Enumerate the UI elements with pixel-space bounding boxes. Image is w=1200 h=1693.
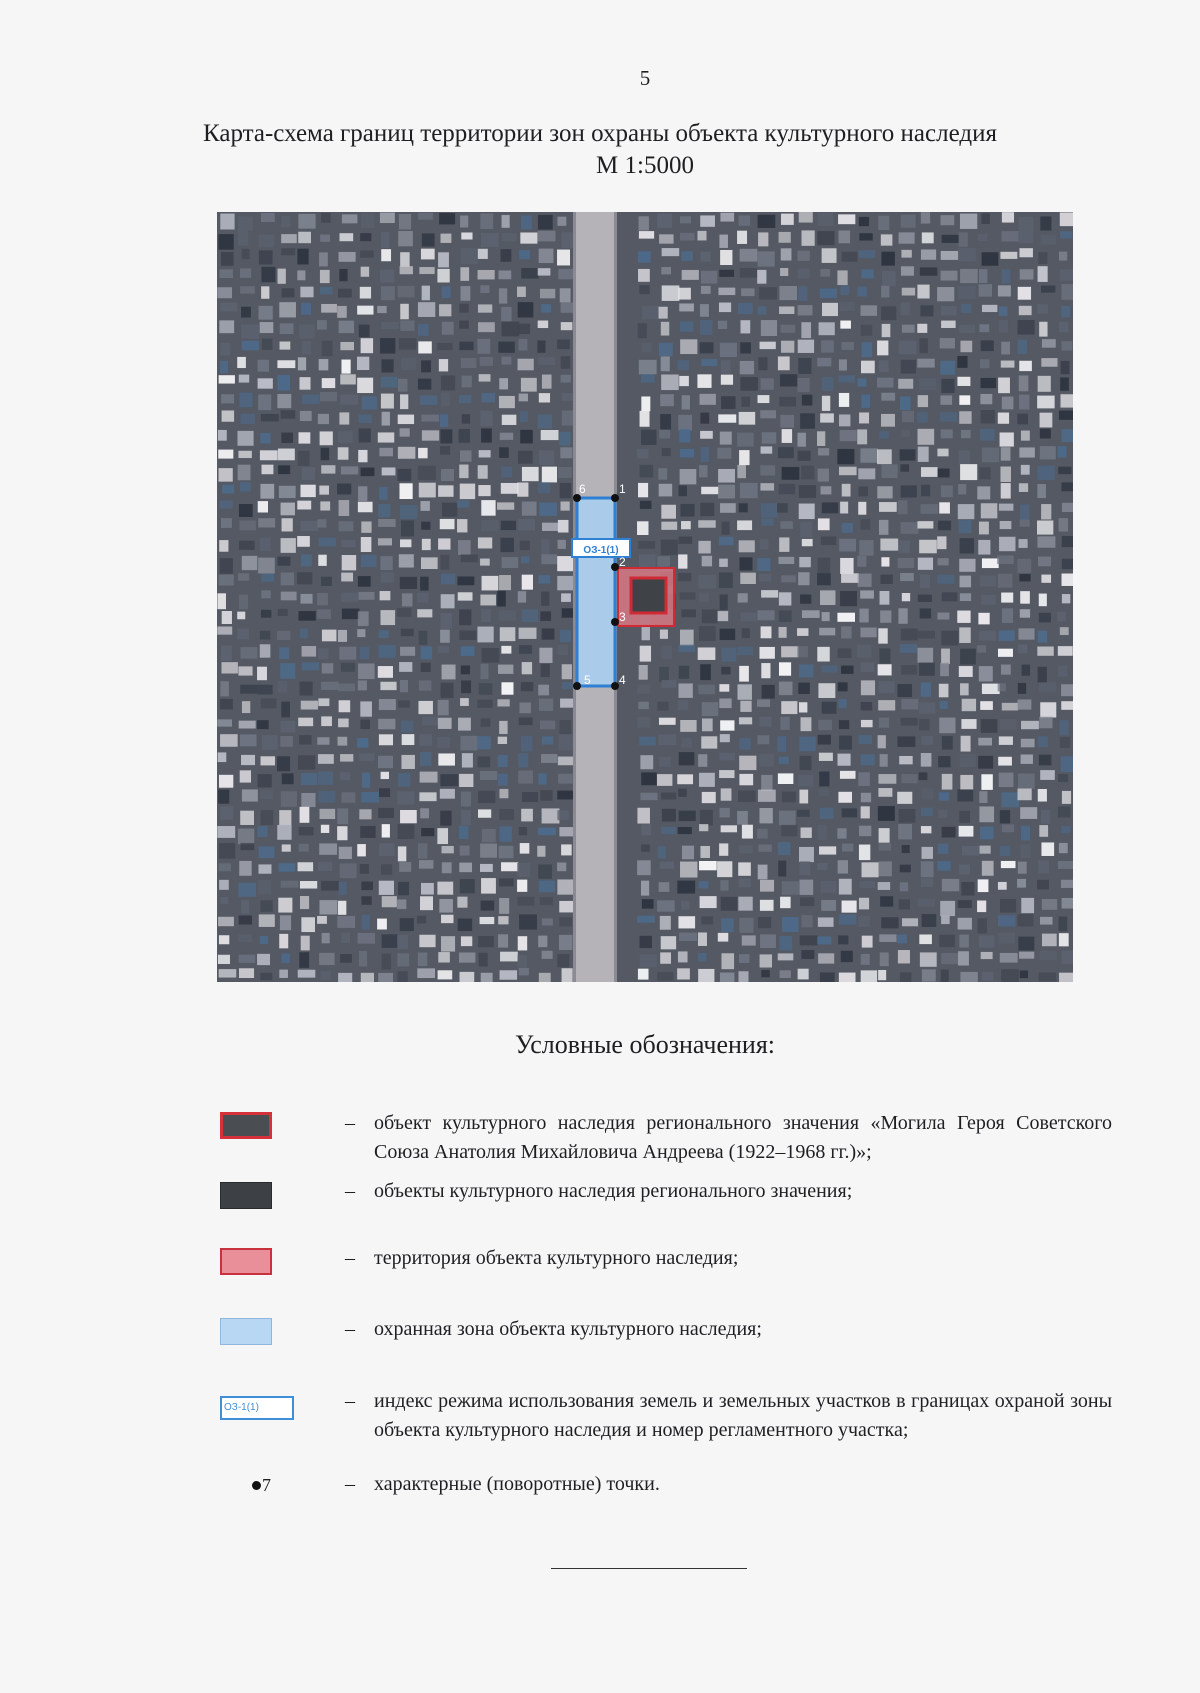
map-title	[0, 118, 1200, 182]
zone-index-text: ОЗ-1(1)	[583, 545, 619, 556]
legend-title: Условные обозначения:	[514, 1030, 776, 1059]
legend-dash: –	[345, 1390, 355, 1412]
protection-zone	[577, 498, 615, 686]
legend-dash: –	[345, 1473, 355, 1495]
footer-line	[551, 1568, 747, 1569]
map-scale: М 1:5000	[596, 152, 694, 179]
turning-point-label-4: 4	[619, 673, 626, 687]
satellite-map	[217, 212, 1073, 982]
index-icon: ОЗ-1(1)	[220, 1396, 294, 1420]
map-title-text: Карта-схема границ территории зон охраны объекта культурного наследия	[203, 120, 997, 147]
legend-text-objects: объекты культурного наследия регионального значения;	[374, 1180, 853, 1202]
legend-dash: –	[345, 1318, 355, 1340]
legend-text-point: характерные (поворотные) точки.	[374, 1473, 660, 1495]
objects-icon	[220, 1182, 272, 1209]
turning-point-label-2: 2	[619, 555, 626, 569]
legend-text-zone: охранная зона объекта культурного наследия;	[374, 1318, 762, 1340]
turning-point-label-5: 5	[584, 673, 591, 687]
object-icon	[220, 1112, 272, 1139]
point-dot-icon	[252, 1481, 261, 1490]
turning-point-5	[573, 682, 581, 690]
territory-icon	[220, 1248, 272, 1275]
heritage-object	[631, 578, 666, 613]
turning-point-label-3: 3	[619, 610, 626, 624]
legend-dash: –	[345, 1247, 355, 1269]
legend-text-index: индекс режима использования земель и земельных участков в границах охраной зоны объекта культурного наследия и номер регламентного участка;	[374, 1390, 1112, 1441]
turning-point-1	[611, 494, 619, 502]
legend-text-object: объект культурного наследия регионального значения «Могила Героя Советского Союза Анатолия Михайловича Андреева (1922–1968 гг.)»;	[374, 1112, 1112, 1163]
point-icon-label: 7	[262, 1475, 271, 1495]
page-number: 5	[639, 66, 651, 90]
turning-point-label-6: 6	[579, 482, 586, 496]
turning-point-3	[611, 618, 619, 626]
legend-dash: –	[345, 1180, 355, 1202]
zone-icon	[220, 1318, 272, 1345]
legend-text-territory: территория объекта культурного наследия;	[374, 1247, 739, 1269]
turning-point-2	[611, 563, 619, 571]
point-icon	[252, 1475, 271, 1496]
legend-dash: –	[345, 1112, 355, 1134]
turning-point-4	[611, 682, 619, 690]
turning-point-label-1: 1	[619, 482, 626, 496]
